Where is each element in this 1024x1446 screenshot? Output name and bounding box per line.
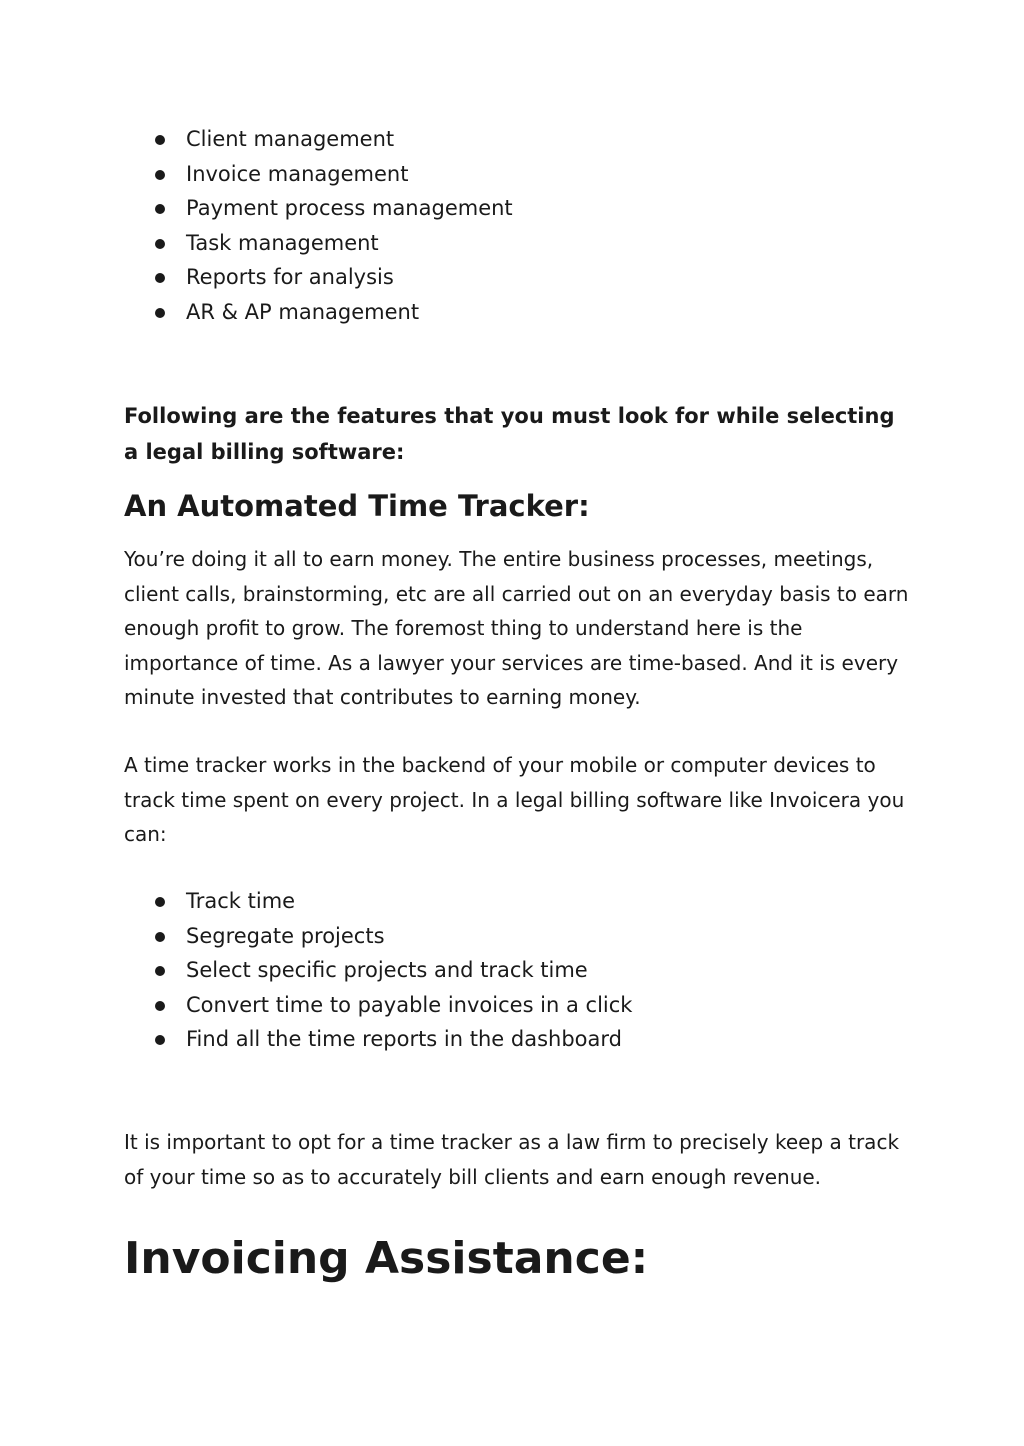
bullet-icon xyxy=(155,204,165,214)
intro-text: Following are the features that you must look for while selecting a legal billing software: xyxy=(124,404,895,464)
list-item: Task management xyxy=(124,226,513,261)
time-tracker-feature-list xyxy=(124,884,632,1057)
bullet-icon xyxy=(155,1001,165,1011)
list-item: Convert time to payable invoices in a click xyxy=(124,988,632,1023)
list-item: Find all the time reports in the dashboard xyxy=(124,1022,632,1057)
paragraph: You’re doing it all to earn money. The entire business processes, meetings, client calls, brainstorming, etc are all carried out on an everyday basis to earn enough profit to grow. The foremost thing to understand here is the importance of time. As a lawyer your services are time-based. And it is every minute invested that contributes to earning money. xyxy=(124,547,909,710)
bullet-icon xyxy=(155,308,165,318)
list-item: Track time xyxy=(124,884,632,919)
paragraph: A time tracker works in the backend of your mobile or computer devices to track time spent on every project. In a legal billing software like Invoicera you can: xyxy=(124,753,905,847)
list-item: AR & AP management xyxy=(124,295,513,330)
list-item: Payment process management xyxy=(124,191,513,226)
bullet-icon xyxy=(155,897,165,907)
list-item: Client management xyxy=(124,122,513,157)
list-item: Invoice management xyxy=(124,157,513,192)
list-item: Segregate projects xyxy=(124,919,632,954)
bullet-icon xyxy=(155,273,165,283)
section-heading-time-tracker: An Automated Time Tracker: xyxy=(124,489,590,523)
paragraph: It is important to opt for a time tracker as a law firm to precisely keep a track of your time so as to accurately bill clients and earn enough revenue. xyxy=(124,1130,900,1189)
bullet-icon xyxy=(155,1035,165,1045)
list-item: Select specific projects and track time xyxy=(124,953,632,988)
bullet-icon xyxy=(155,170,165,180)
bullet-icon xyxy=(155,966,165,976)
bullet-icon xyxy=(155,239,165,249)
feature-list xyxy=(124,122,513,329)
section-heading-invoicing-assistance: Invoicing Assistance: xyxy=(124,1233,649,1284)
bullet-icon xyxy=(155,135,165,145)
list-item: Reports for analysis xyxy=(124,260,513,295)
bullet-icon xyxy=(155,932,165,942)
